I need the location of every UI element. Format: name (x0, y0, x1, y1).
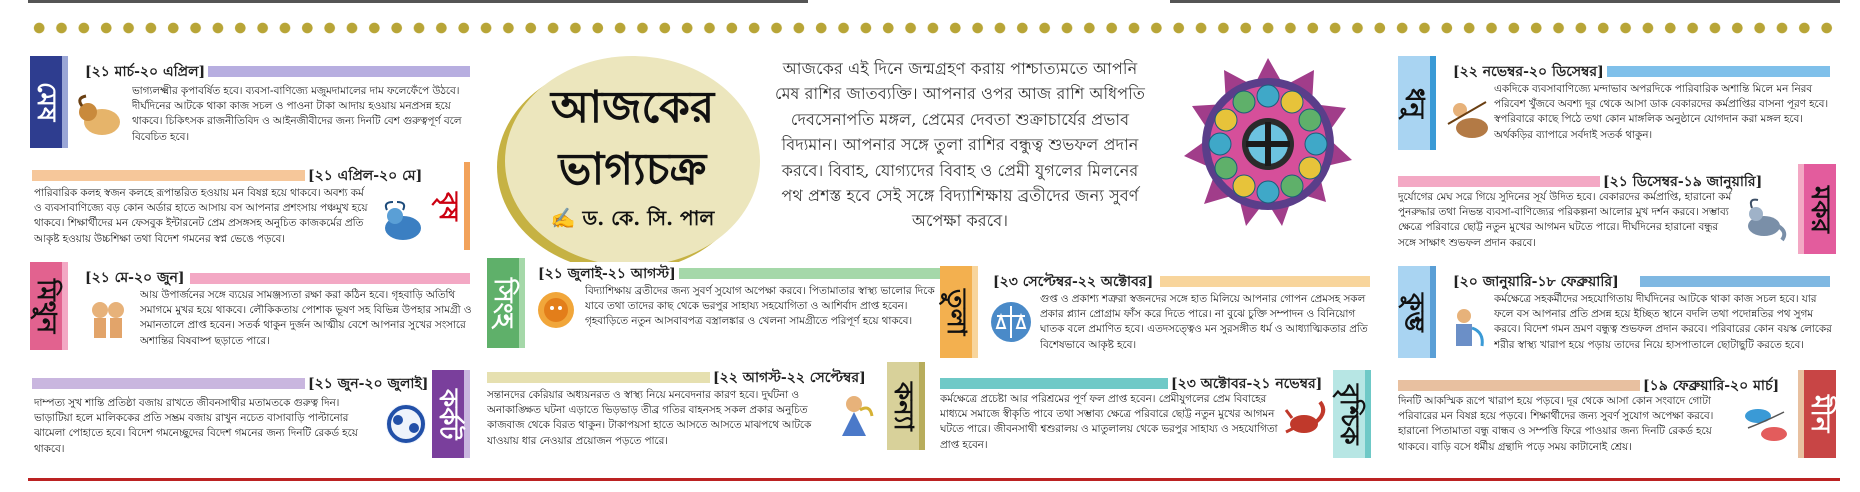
date-brisha: [২১ এপ্রিল-২০ মে] (305, 164, 425, 188)
top-rule-left (28, 0, 808, 3)
sign-label-mithun: মিথুন (30, 262, 68, 350)
text-karkat: দাম্পত্য সুখ শান্তি প্রতিষ্ঠা বজায় রাখতে জীবনসাথীর মতামতকে গুরুত্ব দিন। ভাড়াটিয়া হলে মালিককের প্রতি সম্ভ্রম বজায় রাখুন নচেত বাসাবাড়ি পাল্টানোর ঝামেলা পোহাতে হবে। বিদেশ গমনেচ্ছুদের বিদেশ গমনের জন্য দিনটি রেকর্ড হয়ে থাকবে। (34, 397, 358, 455)
sign-label-brisha: বৃষ (432, 162, 470, 250)
text-tula: গুপ্ত ও প্রকাশ্য শত্রুরা স্বজনদের সঙ্গে হাত মিলিয়ে আপনার গোপন প্রেমসহ সকল প্রকার প্ল্যান প্রোগ্রাম ফাঁস করে দিতে পারে। না বুঝে চুক্তি সম্পাদন ও বিনিয়োগ ঘাতক বলে প্রমাণিত হবে। এতদসত্ত্বেও মন সুরসঙ্গীত ধর্ম ও আধ্যাত্মিকতার প্রতি বিশেষভাবে আকৃষ্ট হবে। (1040, 293, 1368, 351)
text-brisha: পারিবারিক কলহ স্বজন কলহে রূপান্তরিত হওয়ায় মন বিষণ্ণ হয়ে থাকবে। অবশ্য কর্ম ও ব্যবসাবাণিজ্যে বড় কোন অর্ডার হাতে আসায় বস আপনার প্রশংসায় পঞ্চমুখ হয়ে থাকবে। শিক্ষার্থীদের মন ফেসবুক ইন্টারনেট প্রেম প্রসঙ্গসহ অনুচিত কাজকর্মের প্রতি আকৃষ্ট হওয়ায় উচ্চশিক্ষা তথা বিদেশ গমনের স্বপ্ন ভেঙে পড়বে। (34, 187, 368, 245)
virgo-icon (830, 390, 882, 442)
date-brishchik: [২৩ অক্টোবর-২১ নভেম্বর] (1168, 372, 1325, 396)
libra-icon (985, 296, 1037, 348)
bar-karkat (32, 378, 312, 389)
sign-label-kumbha: কুম্ভ (1398, 266, 1436, 358)
date-tula: [২৩ সেপ্টেম্বর-২২ অক্টোবর] (990, 270, 1156, 294)
bottom-rule (28, 478, 1840, 481)
date-dhanu: [২২ নভেম্বর-২০ ডিসেম্বর] (1450, 60, 1607, 84)
intro-text: আজকের এই দিনে জন্মগ্রহণ করায় পাশ্চাত্যমতে আপনি মেষ রাশির জাতব্যক্তি। আপনার ওপর আজ রাশি অধিপতি দেবসেনাপতি মঙ্গল, প্রেমের দেবতা শুক্রাচার্যের প্রভাব বিদ্যমান। আপনার সঙ্গে তুলা রাশির বন্ধুত্ব শুভফল প্রদান করবে। বিবাহ, যোগ্যদের বিবাহ ও প্রেমী যুগলের মিলনের পথ প্রশস্ত হবে সেই সঙ্গে বিদ্যাশিক্ষায় ব্রতীদের জন্য সুবর্ণ অপেক্ষা করবে। (775, 59, 1145, 231)
text-meen: দিনটি আকস্মিক রূপে খারাপ হয়ে পড়বে। দূর থেকে আসা কোন সংবাদে গোটা পরিবারের মন বিষণ্ণ হয়ে পড়বে। শিক্ষার্থীদের জন্য সুবর্ণ সুযোগ অপেক্ষা করবে। হারানো পিতামাতা বন্ধু বান্ধব ও সম্পত্তি ফিরে পাওয়ার জন্য দিনটি রেকর্ড হয়ে থাকবে। বাড়ি বসে ধর্মীয় গ্রন্থাদি পড়ে সময় কাটানোই শ্রেয়। (1398, 395, 1714, 453)
bar-kanya (487, 372, 717, 383)
text-makar: দুর্যোগের মেঘ সরে গিয়ে সুদিনের সূর্য উদিত হবে। বেকারদের কর্মপ্রাপ্তি, হারানো কর্ম পুনরুদ্ধার তথা নিভন্ত ব্যবসা-বাণিজ্যের পরিকল্পনা আলোর মুখ দর্শন করবে। সম্ভাব্য ক্ষেত্রে পরিবারে ছোট্ট নতুন মুখের আগমন ঘটতে পারে। দীর্ঘদিনের হারানো বন্ধুর সঙ্গে সাক্ষাৎ শুভফল প্রদান করবে। (1398, 191, 1732, 249)
sign-label-meen: মীন (1798, 370, 1836, 458)
cancer-icon (380, 400, 432, 452)
aquarius-icon (1442, 302, 1494, 354)
bar-mithun (190, 273, 470, 284)
title-line1: আজকের (550, 82, 715, 133)
author-line (505, 204, 760, 237)
date-mesh: [২১ মার্চ-২০ এপ্রিল] (82, 60, 208, 84)
date-karkat: [২১ জুন-২০ জুলাই] (305, 372, 431, 396)
top-rule-right (1170, 0, 1840, 3)
pisces-icon (1740, 398, 1792, 450)
text-dhanu: একদিকে ব্যবসাবাণিজ্যে মন্দাভাব অপরদিকে পারিবারিক অশান্তি মিলে মন নিরব পরিবেশ খুঁজবে অবশ্য দূর থেকে আসা ডাক বেকারদের কর্মপ্রাপ্তির বাসনা পূরণ হবে। স্বপরিবারে কাছে পিঠে তথা কোন মাঙ্গলিক অনুষ্ঠানে যোগদান করা মঙ্গল হবে। অর্থকড়ির ব্যাপারে সর্বদাই সতর্ক থাকুন। (1494, 83, 1829, 141)
author-name: ড. কে. সি. পাল (582, 206, 715, 230)
sign-label-kanya: কন্যা (887, 362, 925, 450)
dotted-divider (28, 21, 1840, 35)
capricorn-icon (1740, 196, 1792, 248)
date-kumbha: [২০ জানুয়ারি-১৮ ফেব্রুয়ারি] (1450, 270, 1622, 294)
title-line2: ভাগ্যচক্র (558, 144, 707, 195)
leo-icon (530, 286, 582, 338)
aries-icon (74, 92, 126, 144)
bar-dhanu (1600, 66, 1830, 77)
bar-tula (1160, 276, 1370, 287)
sagittarius-icon (1442, 94, 1494, 146)
bar-kumbha (1640, 276, 1830, 287)
sign-label-simha: সিংহ (487, 258, 525, 348)
pen-icon: ✍ (550, 206, 576, 230)
bar-simha (650, 268, 940, 279)
sign-label-makar: মকর (1798, 164, 1836, 254)
bar-brisha (32, 170, 312, 181)
taurus-icon (377, 196, 429, 248)
sign-label-karkat: কর্কট (432, 370, 470, 458)
gemini-icon (82, 292, 134, 344)
text-mithun: আয় উপার্জনের সঙ্গে ব্যয়ের সামঞ্জস্যতা রক্ষা করা কঠিন হবে। গৃহবাড়ি অতিথি সমাগমে মুখর হয়ে থাকবে। লৌকিকতায় পোশাক ভূষণ সহ বিভিন্ন উপহার সামগ্রী ও সমানতালে প্রাপ্ত হবেন। সতর্ক থাকুন দুর্জন আত্মীয় বেশে আপনার সুখের সংসারে অশান্তির বিষবাষ্প ছড়াতে পারে। (140, 289, 472, 347)
sign-label-mesh: মেষ (30, 56, 68, 148)
bar-meen (1398, 380, 1648, 391)
bar-mesh (180, 66, 470, 77)
text-kanya: সন্তানদের কেরিয়ার অধ্যয়নরত ও স্বাস্থ্য নিয়ে মনবেদনার কারণ হবে। দুর্ঘটনা ও অনাকাঙ্ক্ষিত ঘটনা এড়াতে ভিড়ভাড় তীব্র গতির বাহনসহ সকল প্রকার অনুচিত কাজবাজ থেকে বিরত থাকুন। টাকাপয়সা হাতে আসতে আসতে মাঝপথে আটকে যাওয়ায় ধার নেওয়ার প্রয়োজন পড়তে পারে। (487, 389, 812, 447)
date-makar: [২১ ডিসেম্বর-১৯ জানুয়ারি] (1600, 170, 1765, 194)
text-kumbha: কর্মক্ষেত্রে সহকর্মীদের সহযোগিতায় দীর্ঘদিনের আটকে থাকা কাজ সচল হবে। যার ফলে বস আপনার প্রতি প্রসন্ন হয়ে ইচ্ছিত স্থানে বদলি তথা পদোন্নতির পথ সুগম করবে। বিদেশ গমন ভ্রমণ বন্ধুত্ব শুভফল প্রদান করবে। পরিবারের কোন বয়স্ক লোকের শরীর স্বাস্থ্য খারাপ হয়ে পড়ায় তাদের নিয়ে হাসপাতালে ছোটাছুটি করতে হবে। (1494, 293, 1832, 351)
text-simha: বিদ্যাশিক্ষায় ব্রতীদের জন্য সুবর্ণ সুযোগ অপেক্ষা করবে। পিতামাতার স্বাস্থ্য ভালোর দিকে যাবে তথা তাদের কাছ থেকে ভরপুর সাহায্য সহযোগিতা ও আশির্বাদ প্রাপ্ত হবেন। গৃহবাড়িতে নতুন আসবাবপত্র বস্ত্রালঙ্কার ও খেলনা সামগ্রীতে পরিপূর্ণ হয়ে থাকবে। (585, 285, 935, 328)
date-kanya: [২২ আগস্ট-২২ সেপ্টেম্বর] (710, 366, 869, 390)
date-meen: [১৯ ফেব্রুয়ারি-২০ মার্চ] (1640, 374, 1782, 398)
sign-label-brishchik: বৃশ্চিক (1333, 370, 1371, 458)
title-badge (505, 56, 760, 266)
scorpio-icon (1280, 394, 1332, 446)
text-mesh: ভাগ্যলক্ষ্মীর কৃপাবর্ষিত হবে। ব্যবসা-বাণিজ্যে মজুমদামালের দাম ফলেফেঁপে উঠবে। দীর্ঘদিনের আটকে থাকা কাজ সচল ও পাওনা টাকা আদায় হওয়ায় মনপ্রসন্ন হয়ে থাকবে। চিকিৎসক রাজনীতিবিদ ও আইনজীবীদের জন্য দিনটি বেশ গুরুত্বপূর্ণ বলে বিবেচিত হবে। (132, 85, 462, 143)
bar-brishchik (940, 378, 1180, 389)
text-brishchik: কর্মক্ষেত্রে প্রচেষ্টা আর পরিশ্রমের পূর্ণ ফল প্রাপ্ত হবেন। প্রেমীযুগলের প্রেম বিবাহের মাধ্যমে সমাজে স্বীকৃতি পাবে তথা সম্ভাব্য ক্ষেত্রে পরিবারে ছোট্ট নতুন মুখের আগমন ঘটতে পারে। জীবনসাথী শ্বশুরালয় ও মাতুলালয় থেকে ভরপুর সাহায্য ও সহযোগিতা প্রাপ্ত হবেন। (940, 393, 1278, 451)
sign-label-dhanu: ধনু (1398, 56, 1436, 150)
date-simha: [২১ জুলাই-২১ আগস্ট] (535, 262, 679, 286)
date-mithun: [২১ মে-২০ জুন] (82, 266, 188, 290)
zodiac-wheel-icon (1180, 56, 1356, 232)
sign-label-tula: তুলা (940, 266, 978, 358)
